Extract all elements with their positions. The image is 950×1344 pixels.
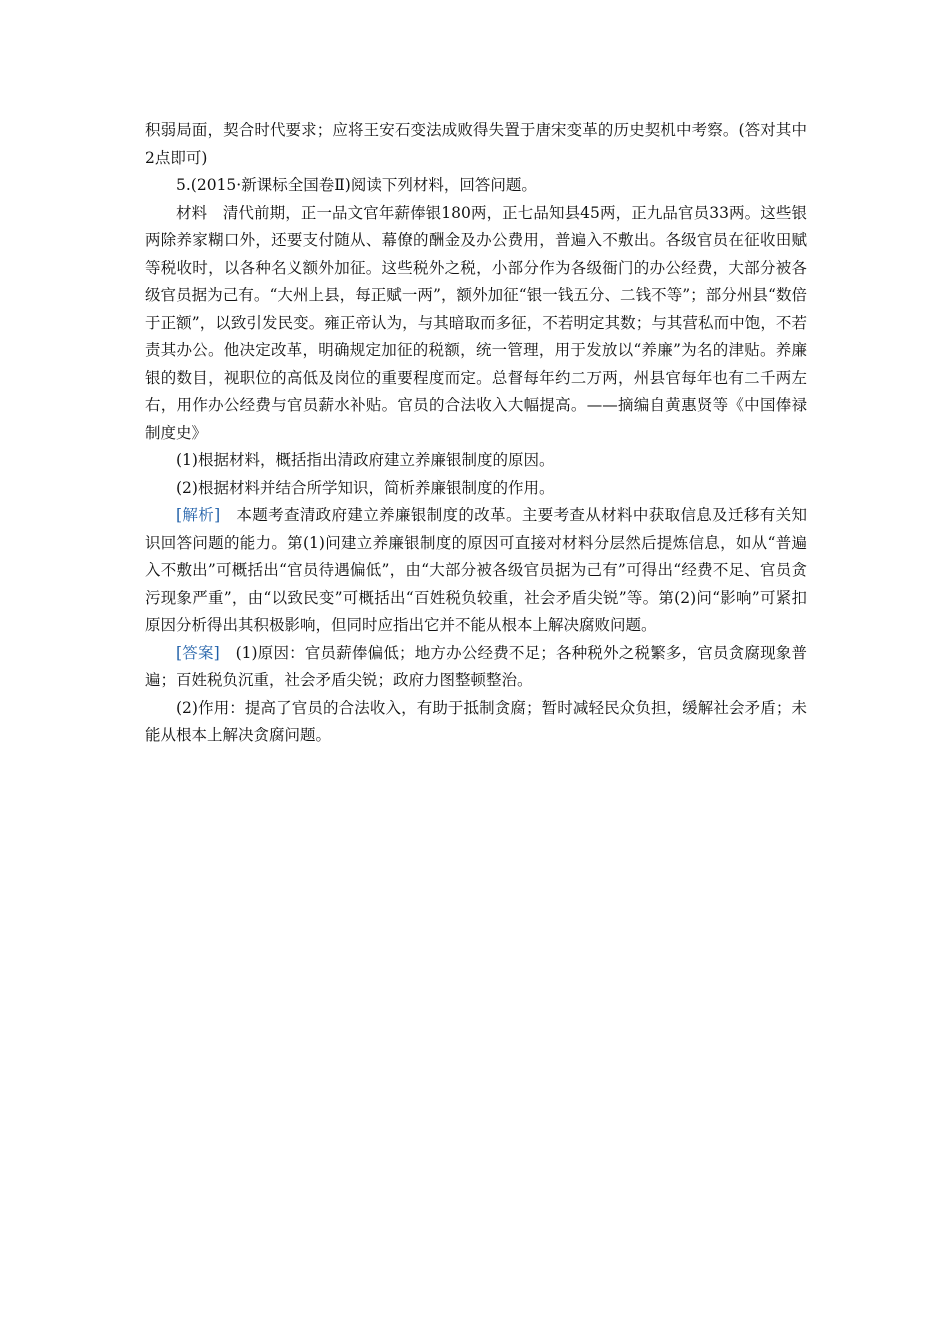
continuation-paragraph — [145, 117, 807, 172]
document-body — [145, 117, 807, 750]
analysis-tag: [解析] — [176, 506, 221, 524]
answer-paragraph-1 — [145, 640, 807, 695]
answer-paragraph-2 — [145, 695, 807, 750]
sub-question-2 — [145, 475, 807, 503]
question-number: 5. — [176, 176, 191, 194]
answer-part-2: (2)作用：提高了官员的合法收入，有助于抵制贪腐；暂时减轻民众负担，缓解社会矛盾；未能从根本上解决贪腐问题。 — [145, 698, 807, 744]
analysis-text: 本题考查清政府建立养廉银制度的改革。主要考查从材料中获取信息及迁移有关知识回答问题的能力。第(1)问建立养廉银制度的原因可直接对材料分层然后提炼信息，如从“普遍入不敷出”可概括出“官员待遇偏低”，由“大部分被各级官员据为己有”可得出“经费不足、官员贪污现象严重”，由“以致民变”可概括出“百姓税负较重，社会矛盾尖锐”等。第(2)问“影响”可紧扣原因分析得出其积极影响，但同时应指出它并不能从根本上解决腐败问题。 — [145, 506, 807, 634]
question-prompt: 阅读下列材料，回答问题。 — [350, 176, 537, 194]
question-source: (2015·新课标全国卷Ⅱ) — [190, 176, 351, 194]
answer-part-1: (1)原因：官员薪俸偏低；地方办公经费不足；各种税外之税繁多，官员贪腐现象普遍；百姓税负沉重，社会矛盾尖锐；政府力图整顿整治。 — [145, 643, 807, 689]
sub-question-1-text: (1)根据材料，概括指出清政府建立养廉银制度的原因。 — [176, 451, 555, 469]
material-paragraph — [145, 200, 807, 448]
material-text: 清代前期，正一品文官年薪俸银180两，正七品知县45两，正九品官员33两。这些银两除养家糊口外，还要支付随从、幕僚的酬金及办公费用，普遍入不敷出。各级官员在征收田赋等税收时，以各种名义额外加征。这些税外之税，小部分作为各级衙门的办公经费，大部分被各级官员据为己有。“大州上县，每正赋一两”，额外加征“银一钱五分、二钱不等”；部分州县“数倍于正额”，以致引发民变。雍正帝认为，与其暗取而多征，不若明定其数；与其营私而中饱，不若责其办公。他决定改革，明确规定加征的税额，统一管理，用于发放以“养廉”为名的津贴。养廉银的数目，视职位的高低及岗位的重要程度而定。总督每年约二万两，州县官每年也有二千两左右，用作办公经费与官员薪水补贴。官员的合法收入大幅提高。——摘编自黄惠贤等《中国俸禄制度史》 — [145, 203, 807, 442]
sub-question-2-text: (2)根据材料并结合所学知识，简析养廉银制度的作用。 — [176, 478, 555, 497]
sub-question-1 — [145, 447, 807, 475]
analysis-paragraph — [145, 502, 807, 640]
question-heading — [145, 172, 807, 200]
answer-tag: [答案] — [176, 643, 220, 662]
continuation-text: 积弱局面，契合时代要求；应将王安石变法成败得失置于唐宋变革的历史契机中考察。(答对其中2点即可) — [145, 121, 807, 167]
material-label: 材料 — [176, 203, 208, 222]
